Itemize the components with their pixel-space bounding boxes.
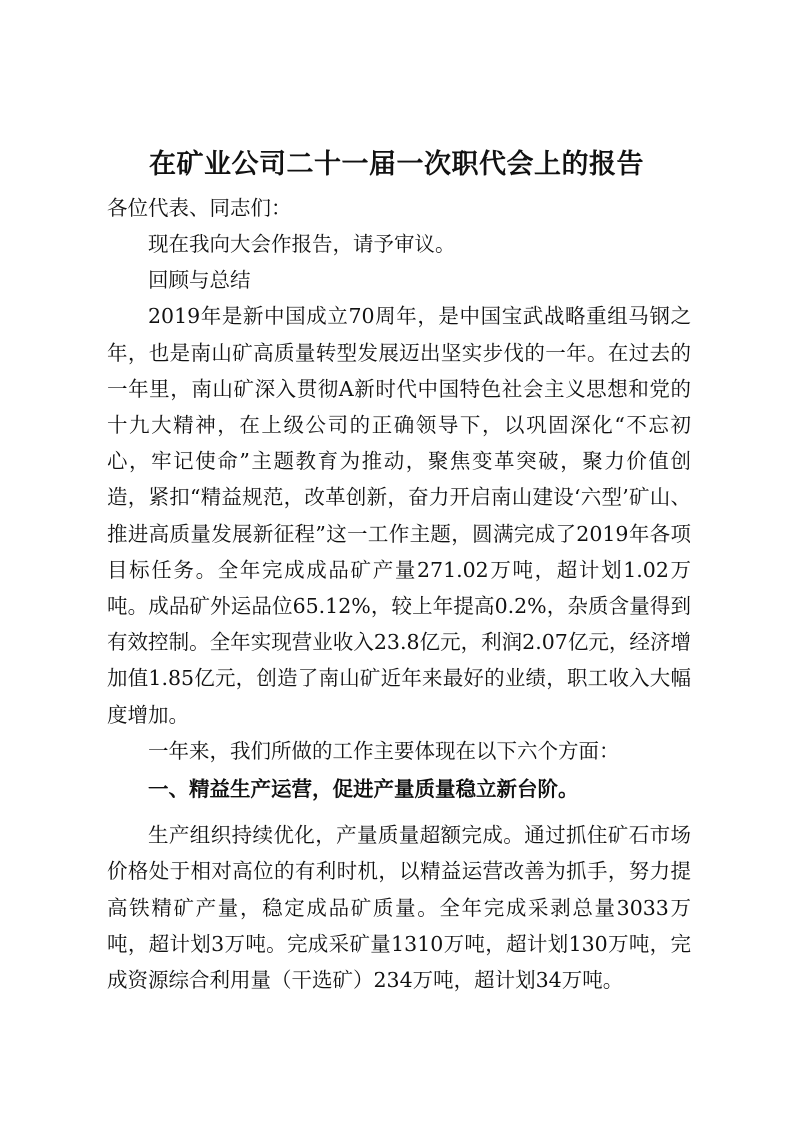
document-title: 在矿业公司二十一届一次职代会上的报告 — [149, 149, 644, 180]
summary-paragraph: 2019年是新中国成立70周年，是中国宝武战略重组马钢之年，也是南山矿高质量转型发展迈出坚实步伐的一年。在过去的一年里，南山矿深入贯彻A新时代中国特色社会主义思想和党的十九大精神，在上级公司的正确领导下，以巩固深化“不忘初心，牢记使命”主题教育为推动，聚焦变革突破，聚力价值创造，紧扣“精益规范，改革创新，奋力开启南山建设‘六型’矿山、推进高质量发展新征程”这一工作主题，圆满完成了2019年各项目标任务。全年完成成品矿产量271.02万吨，超计划1.02万吨。成品矿外运品位65.12%，较上年提高0.2%，杂质含量得到有效控制。全年实现营业收入23.8亿元，利润2.07亿元，经济增加值1.85亿元，创造了南山矿近年来最好的业绩，职工收入大幅度增加。 — [107, 304, 691, 727]
section-1-heading: 一、精益生产运营，促进产量质量稳立新台阶。 — [148, 777, 579, 802]
section-1-paragraph: 生产组织持续优化，产量质量超额完成。通过抓住矿石市场价格处于相对高位的有利时机，以精益运营改善为抓手，努力提高铁精矿产量，稳定成品矿质量。全年完成采剥总量3033万吨，超计划3万吨。完成采矿量1310万吨，超计划130万吨，完成资源综合利用量（干选矿）234万吨，超计划34万吨。 — [107, 823, 691, 993]
intro-paragraph: 现在我向大会作报告，请予审议。 — [148, 232, 456, 256]
six-aspects-paragraph: 一年来，我们所做的工作主要体现在以下六个方面： — [148, 738, 620, 763]
review-paragraph: 回顾与总结 — [148, 268, 251, 293]
document-body — [107, 226, 691, 998]
salutation: 各位代表、同志们： — [107, 196, 292, 220]
